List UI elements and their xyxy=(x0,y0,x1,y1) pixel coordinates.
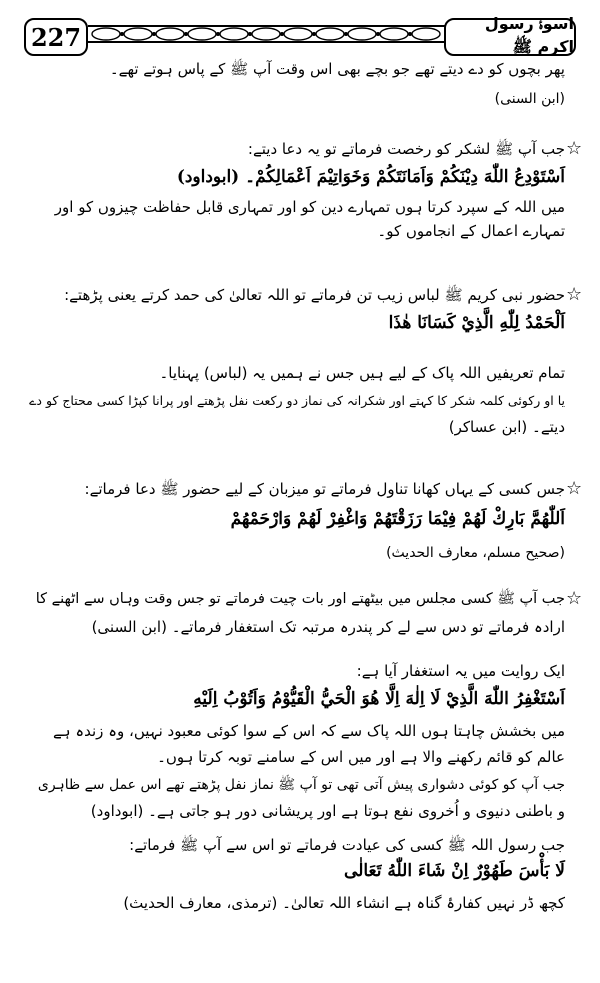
text-line: تمہارے اعمال کے انجاموں کو۔ xyxy=(377,222,565,240)
text-line: ارادہ فرماتے تو دس سے لے کر پندرہ مرتبہ تک استغفار فرماتے۔ (ابن السنی) xyxy=(91,618,565,636)
text-line: جب آپ ﷺ لشکر کو رخصت فرماتے تو یہ دعا دیتے: xyxy=(247,140,565,158)
text-line: و باطنی دنیوی و اُخروی نفع ہوتا ہے اور پریشانی دور ہو جاتی ہے۔ (ابوداود) xyxy=(90,802,565,820)
text-line: ایک روایت میں یہ استغفار آیا ہے: xyxy=(356,662,565,680)
bullet-star-icon: ☆ xyxy=(566,138,583,159)
bullet-star-icon: ☆ xyxy=(566,588,583,609)
arabic-dua-line: اَسْتَغْفِرُ اللّٰهَ الَّذِيْ لَا اِلٰهَ اِلَّا هُوَ الْحَيُّ الْقَيُّوْمُ وَاَتُوْبُ اِلَيْهِ xyxy=(193,689,565,709)
bullet-star-icon: ☆ xyxy=(566,284,583,305)
header-ornament xyxy=(88,20,448,48)
arabic-dua-line: لَا بَأْسَ طَهُوْرٌ اِنْ شَاءَ اللّٰهُ تَعَالٰى xyxy=(344,861,565,881)
text-line: حضور نبی کریم ﷺ لباس زیب تن فرماتے تو اللہ تعالیٰ کی حمد کرتے یعنی پڑھتے: xyxy=(64,286,565,304)
text-line: عالم کو قائم رکھنے والا ہے اور میں اس کے سامنے توبہ کرتا ہوں۔ xyxy=(157,748,565,766)
text-line: میں اللہ کے سپرد کرتا ہوں تمہارے دین کو اور تمہاری قابل حفاظت چیزوں کو اور xyxy=(54,198,565,216)
text-line: جب رسول اللہ ﷺ کسی کی عیادت فرماتے تو اس سے آپ ﷺ فرماتے: xyxy=(129,836,565,854)
text-line: جب آپ کو کوئی دشواری پیش آتی تھی تو آپ ﷺ نماز نفل پڑھتے تھے اس عمل سے ظاہری xyxy=(37,777,565,793)
text-line: پھر بچوں کو دے دیتے تھے جو بچے بھی اس وقت آپ ﷺ کے پاس ہوتے تھے۔ xyxy=(109,60,565,78)
text-line: جب آپ ﷺ کسی مجلس میں بیٹھتے اور بات چیت فرماتے تو جس وقت وہاں سے اٹھنے کا xyxy=(35,591,565,607)
text-line: دیتے۔ (ابن عساکر) xyxy=(448,418,565,436)
page-number: 227 xyxy=(24,18,88,56)
book-title: اسوۂ رسول اکرم ﷺ xyxy=(444,18,576,56)
text-line: جس کسی کے یہاں کھانا تناول فرماتے تو میزبان کے لیے حضور ﷺ دعا فرماتے: xyxy=(84,480,565,498)
text-line: کچھ ڈر نہیں کفارۂ گناہ ہے انشاء اللہ تعالیٰ۔ (ترمذی، معارف الحدیث) xyxy=(123,894,565,912)
text-line: تمام تعریفیں اللہ پاک کے لیے ہیں جس نے ہمیں یہ (لباس) پہنایا۔ xyxy=(159,364,565,382)
bullet-star-icon: ☆ xyxy=(566,478,583,499)
page-header xyxy=(14,6,586,58)
arabic-dua-line: اَللّٰهُمَّ بَارِكْ لَهُمْ فِيْمَا رَزَقْتَهُمْ وَاغْفِرْ لَهُمْ وَارْحَمْهُمْ xyxy=(230,509,565,529)
text-line: میں بخشش چاہتا ہوں اللہ پاک سے کہ اس کے سوا کوئی معبود نہیں، وہ زندہ ہے xyxy=(53,722,565,740)
reference-line: (صحیح مسلم، معارف الحدیث) xyxy=(386,545,565,561)
arabic-dua-line: اَلْحَمْدُ لِلّٰهِ الَّذِيْ كَسَانَا هٰذَا xyxy=(388,313,565,333)
reference-line: (ابن السنی) xyxy=(494,91,565,107)
text-line: یا او رکوئی کلمہ شکر کا کہتے اور شکرانہ کی نماز دو رکعت نفل پڑھتے اور پرانا کپڑا کسی محتاج کو دے xyxy=(29,393,565,408)
arabic-dua-line: اَسْتَوْدِعُ اللّٰهَ دِيْنَكُمْ وَاَمَانَتَكُمْ وَخَوَاتِيْمَ اَعْمَالِكُمْ۔ (ابوداود) xyxy=(176,167,565,187)
